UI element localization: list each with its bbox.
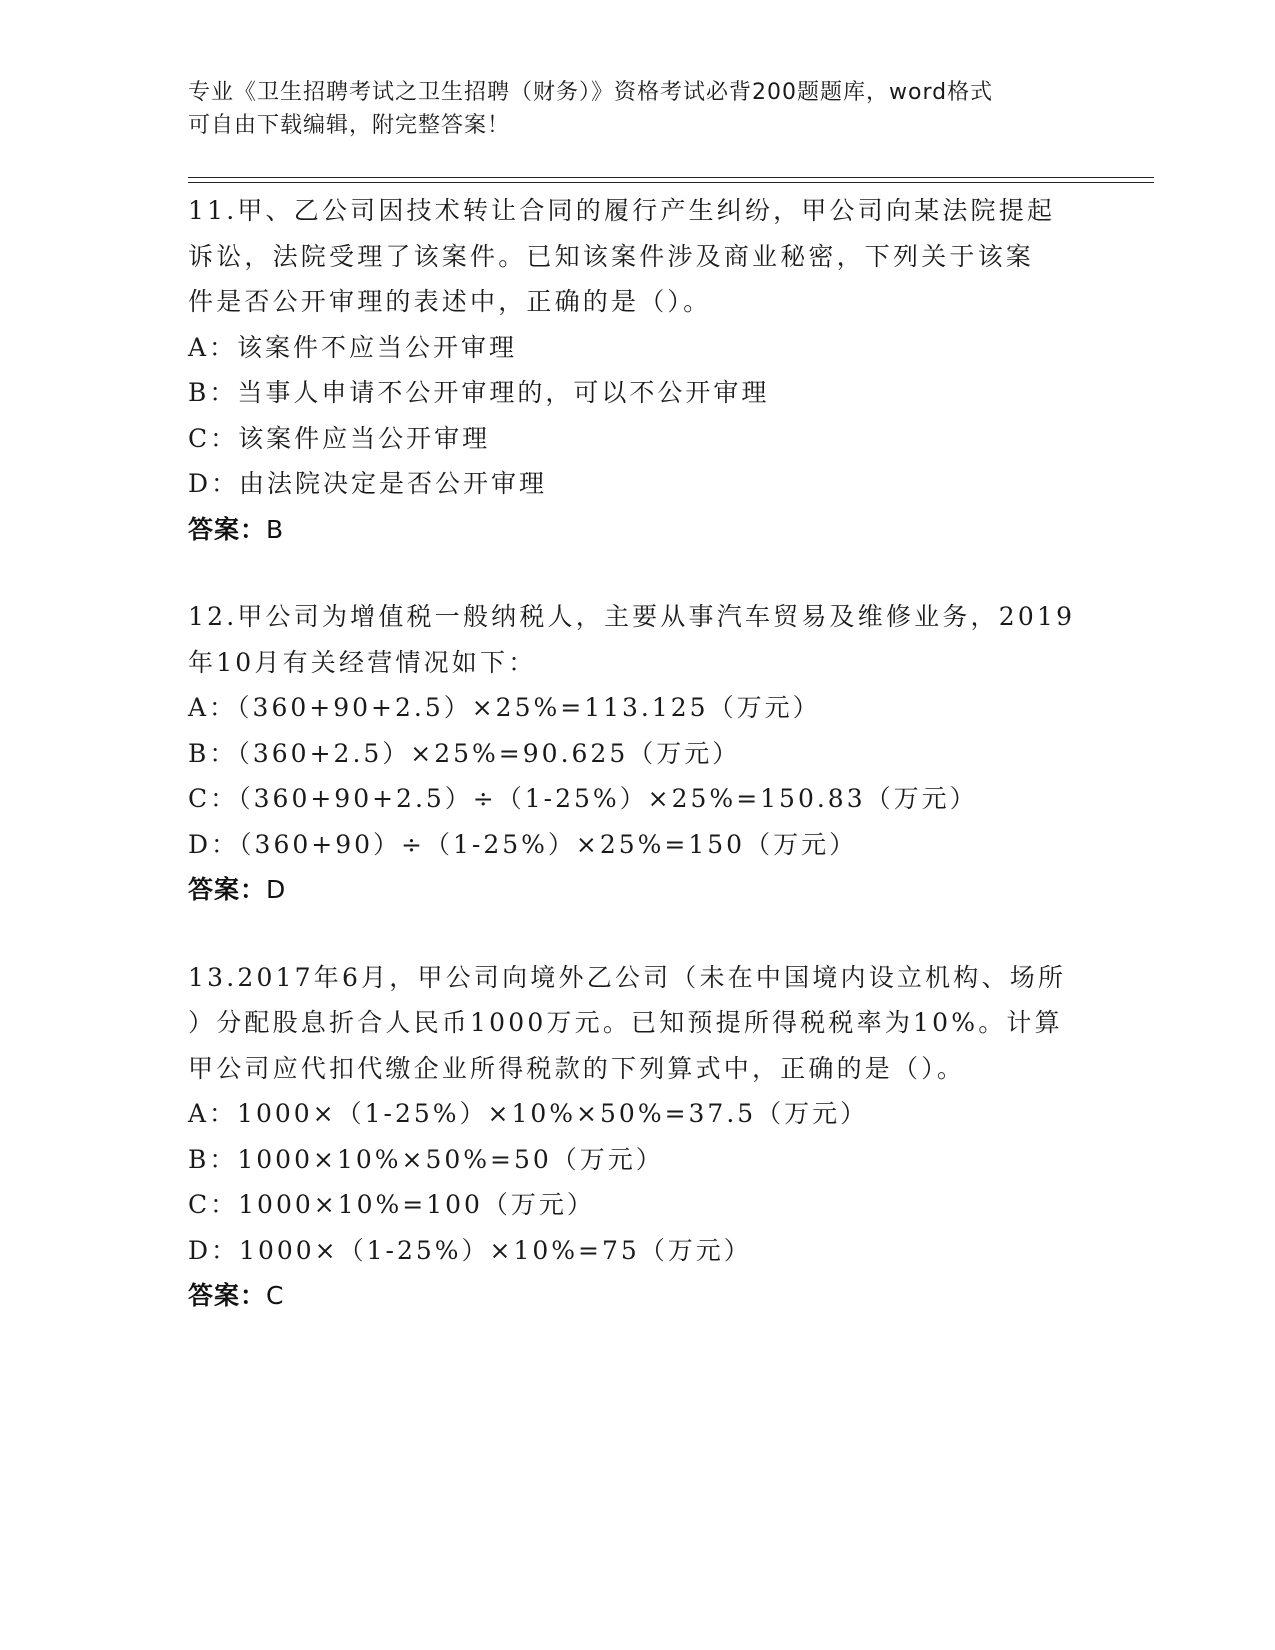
option-b: B：（360+2.5）×25%=90.625（万元） (188, 738, 741, 768)
header-rule-top (188, 177, 1154, 178)
answer-label: 答案： (188, 875, 267, 904)
answer-value: D (266, 875, 287, 904)
question-list (188, 188, 1088, 1361)
answer-line (188, 867, 1088, 913)
question-stem (188, 188, 1088, 325)
answer-value: B (266, 514, 285, 544)
answer-value: C (266, 1281, 285, 1310)
stem-line: 诉讼，法院受理了该案件。已知该案件涉及商业秘密，下列关于该案 (188, 241, 1035, 271)
option-list (188, 685, 1088, 867)
option-list (188, 1091, 1088, 1273)
answer-line (188, 507, 1088, 553)
stem-line: ）分配股息折合人民币1000万元。已知预提所得税税率为10%。计算 (188, 1008, 1063, 1037)
question-12 (188, 594, 1088, 913)
header-line-2: 可自由下载编辑，附完整答案！ (188, 113, 511, 138)
stem-line: 11.甲、乙公司因技术转让合同的履行产生纠纷，甲公司向某法院提起 (188, 196, 1056, 225)
option-a: A：该案件不应当公开审理 (188, 332, 518, 362)
question-11 (188, 188, 1088, 552)
stem-line: 13.2017年6月，甲公司向境外乙公司（未在中国境内设立机构、场所 (188, 962, 1067, 992)
option-b: B：当事人申请不公开审理的，可以不公开审理 (188, 378, 770, 407)
stem-line: 12.甲公司为增值税一般纳税人，主要从事汽车贸易及维修业务，2019 (188, 602, 1076, 631)
option-list (188, 325, 1088, 507)
answer-line (188, 1273, 1088, 1319)
option-b: B：1000×10%×50%=50（万元） (188, 1144, 664, 1174)
stem-line: 件是否公开审理的表述中，正确的是（）。 (188, 287, 712, 316)
option-d: D：（360+90）÷（1-25%）×25%=150（万元） (188, 829, 858, 859)
answer-label: 答案： (188, 1281, 267, 1310)
option-a: A：（360+90+2.5）×25%=113.125（万元） (188, 693, 821, 722)
question-stem (188, 594, 1088, 685)
option-d: D：1000×（1-25%）×10%=75（万元） (188, 1235, 752, 1265)
header-rule-bottom (188, 182, 1154, 183)
answer-label: 答案： (188, 514, 267, 544)
option-c: C：（360+90+2.5）÷（1-25%）×25%=150.83（万元） (188, 784, 978, 813)
option-d: D：由法院决定是否公开审理 (188, 469, 548, 498)
document-header (188, 76, 1068, 142)
question-13 (188, 955, 1088, 1319)
stem-line: 甲公司应代扣代缴企业所得税款的下列算式中，正确的是（）。 (188, 1053, 966, 1083)
stem-line: 年10月有关经营情况如下： (188, 647, 537, 677)
option-c: C：该案件应当公开审理 (188, 423, 491, 453)
option-a: A：1000×（1-25%）×10%×50%=37.5（万元） (188, 1099, 869, 1128)
option-c: C：1000×10%=100（万元） (188, 1190, 595, 1219)
question-stem (188, 955, 1088, 1092)
header-line-1: 专业《卫生招聘考试之卫生招聘（财务）》资格考试必背200题题库，word格式 (188, 80, 994, 105)
